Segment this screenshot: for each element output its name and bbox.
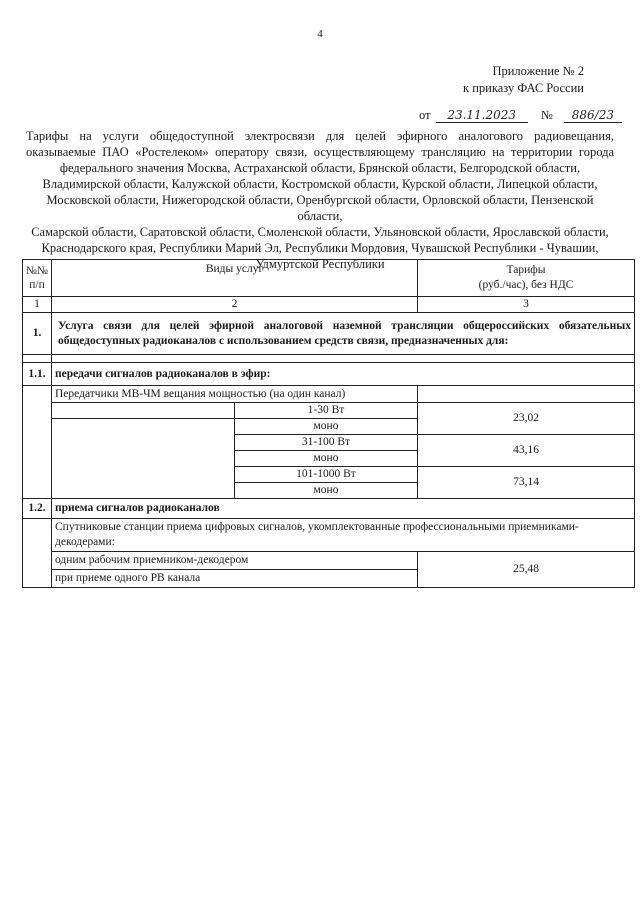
header-tariffs-line2: (руб./час), без НДС — [478, 279, 574, 291]
section-1-1-text: передачи сигналов радиоканалов в эфир: — [52, 363, 635, 386]
transmitter-mode: моно — [235, 419, 418, 435]
table-row — [23, 467, 635, 483]
table-row — [23, 403, 635, 419]
spacer-row — [23, 355, 635, 363]
title-line: Самарской области, Саратовской области, Смоленской области, Ульяновской области, Ярославской области, — [31, 225, 609, 239]
header-tariffs-line1: Тарифы — [506, 264, 546, 276]
empty-cell — [23, 419, 52, 435]
empty-cell — [52, 403, 235, 419]
header-tariffs — [418, 260, 635, 297]
section-1-1-row — [23, 363, 635, 386]
title-line: Тарифы на услуги общедоступной электросвязи для целей эфирного аналогового радиовещания, — [26, 129, 614, 143]
section-1-row — [23, 313, 635, 355]
empty-cell — [23, 467, 52, 483]
spacer-cell — [23, 355, 52, 363]
appendix-heading — [463, 63, 584, 97]
transmitter-power: 101-1000 Вт — [235, 467, 418, 483]
empty-cell — [23, 570, 52, 588]
empty-cell — [23, 451, 52, 467]
section-1-1-num: 1.1. — [23, 363, 52, 386]
order-number-label: № — [540, 108, 553, 122]
empty-cell — [23, 483, 52, 499]
title-line: оказываемые ПАО «Ростелеком» оператору связи, осуществляющему трансляцию на территории города — [26, 145, 614, 159]
column-numbers-row — [23, 297, 635, 313]
section-1-num: 1. — [23, 313, 52, 355]
spacer-cell — [52, 355, 635, 363]
col-number: 1 — [23, 297, 52, 313]
transmitter-mode: моно — [235, 483, 418, 499]
header-num: №№ п/п — [23, 260, 52, 297]
transmitter-mode: моно — [235, 451, 418, 467]
appendix-line-1: Приложение № 2 — [492, 64, 584, 78]
transmitter-price: 43,16 — [418, 435, 635, 467]
title-line: Удмуртской Республики — [255, 257, 385, 271]
empty-cell — [23, 552, 52, 570]
empty-cell — [418, 386, 635, 403]
transmitter-price: 73,14 — [418, 467, 635, 499]
order-reference — [419, 108, 622, 123]
transmitters-label-row — [23, 386, 635, 403]
order-from-label: от — [419, 108, 431, 122]
section-1-text: Услуга связи для целей эфирной аналоговой наземной трансляции общероссийских обязательных общедоступных радиоканалов с использованием средств связи, предназначенных для: — [52, 313, 635, 355]
empty-cell — [23, 519, 52, 552]
section-1-2-text: приема сигналов радиоканалов — [52, 499, 635, 519]
title-line: федерального значения Москва, Астраханской области, Брянской области, Белгородской области, — [59, 161, 581, 175]
empty-cell — [23, 386, 52, 403]
page-number: 4 — [317, 28, 323, 40]
col-number: 3 — [418, 297, 635, 313]
satellite-price: 25,48 — [418, 552, 635, 588]
title-line: Владимирской области, Калужской области, Костромской области, Курской области, Липецкой области, — [42, 177, 598, 191]
header-services: Виды услуг — [52, 260, 418, 297]
empty-cell — [23, 435, 52, 451]
title-line: Московской области, Нижегородской области, Оренбургской области, Орловской области, Пензенской области, — [46, 193, 594, 223]
satellite-row-2: при приеме одного РВ канала — [52, 570, 418, 588]
order-date: 23.11.2023 — [436, 108, 528, 123]
table-row — [23, 435, 635, 451]
empty-cell — [52, 435, 235, 451]
satellite-row-1: одним рабочим приемником-декодером — [52, 552, 418, 570]
col-number: 2 — [52, 297, 418, 313]
section-1-2-row — [23, 499, 635, 519]
satellite-label-row — [23, 519, 635, 552]
empty-cell — [52, 483, 235, 499]
title-line: Краснодарского края, Республики Марий Эл, Республики Мордовия, Чувашской Республики - Чувашии, — [41, 241, 599, 255]
empty-cell — [23, 403, 52, 419]
empty-cell — [52, 467, 235, 483]
empty-cell — [52, 451, 235, 467]
satellite-label: Спутниковые станции приема цифровых сигналов, укомплектованные профессиональными приемниками-декодерами: — [52, 519, 635, 552]
transmitter-price: 23,02 — [418, 403, 635, 435]
transmitter-power: 31-100 Вт — [235, 435, 418, 451]
section-1-2-num: 1.2. — [23, 499, 52, 519]
transmitter-power: 1-30 Вт — [235, 403, 418, 419]
document-title — [26, 128, 614, 272]
tariff-table — [22, 259, 635, 588]
transmitters-label: Передатчики МВ-ЧМ вещания мощностью (на один канал) — [52, 386, 418, 403]
table-header-row — [23, 260, 635, 297]
table-row — [23, 552, 635, 570]
order-number: 886/23 — [564, 108, 622, 123]
empty-cell — [52, 419, 235, 435]
appendix-line-2: к приказу ФАС России — [463, 81, 584, 95]
